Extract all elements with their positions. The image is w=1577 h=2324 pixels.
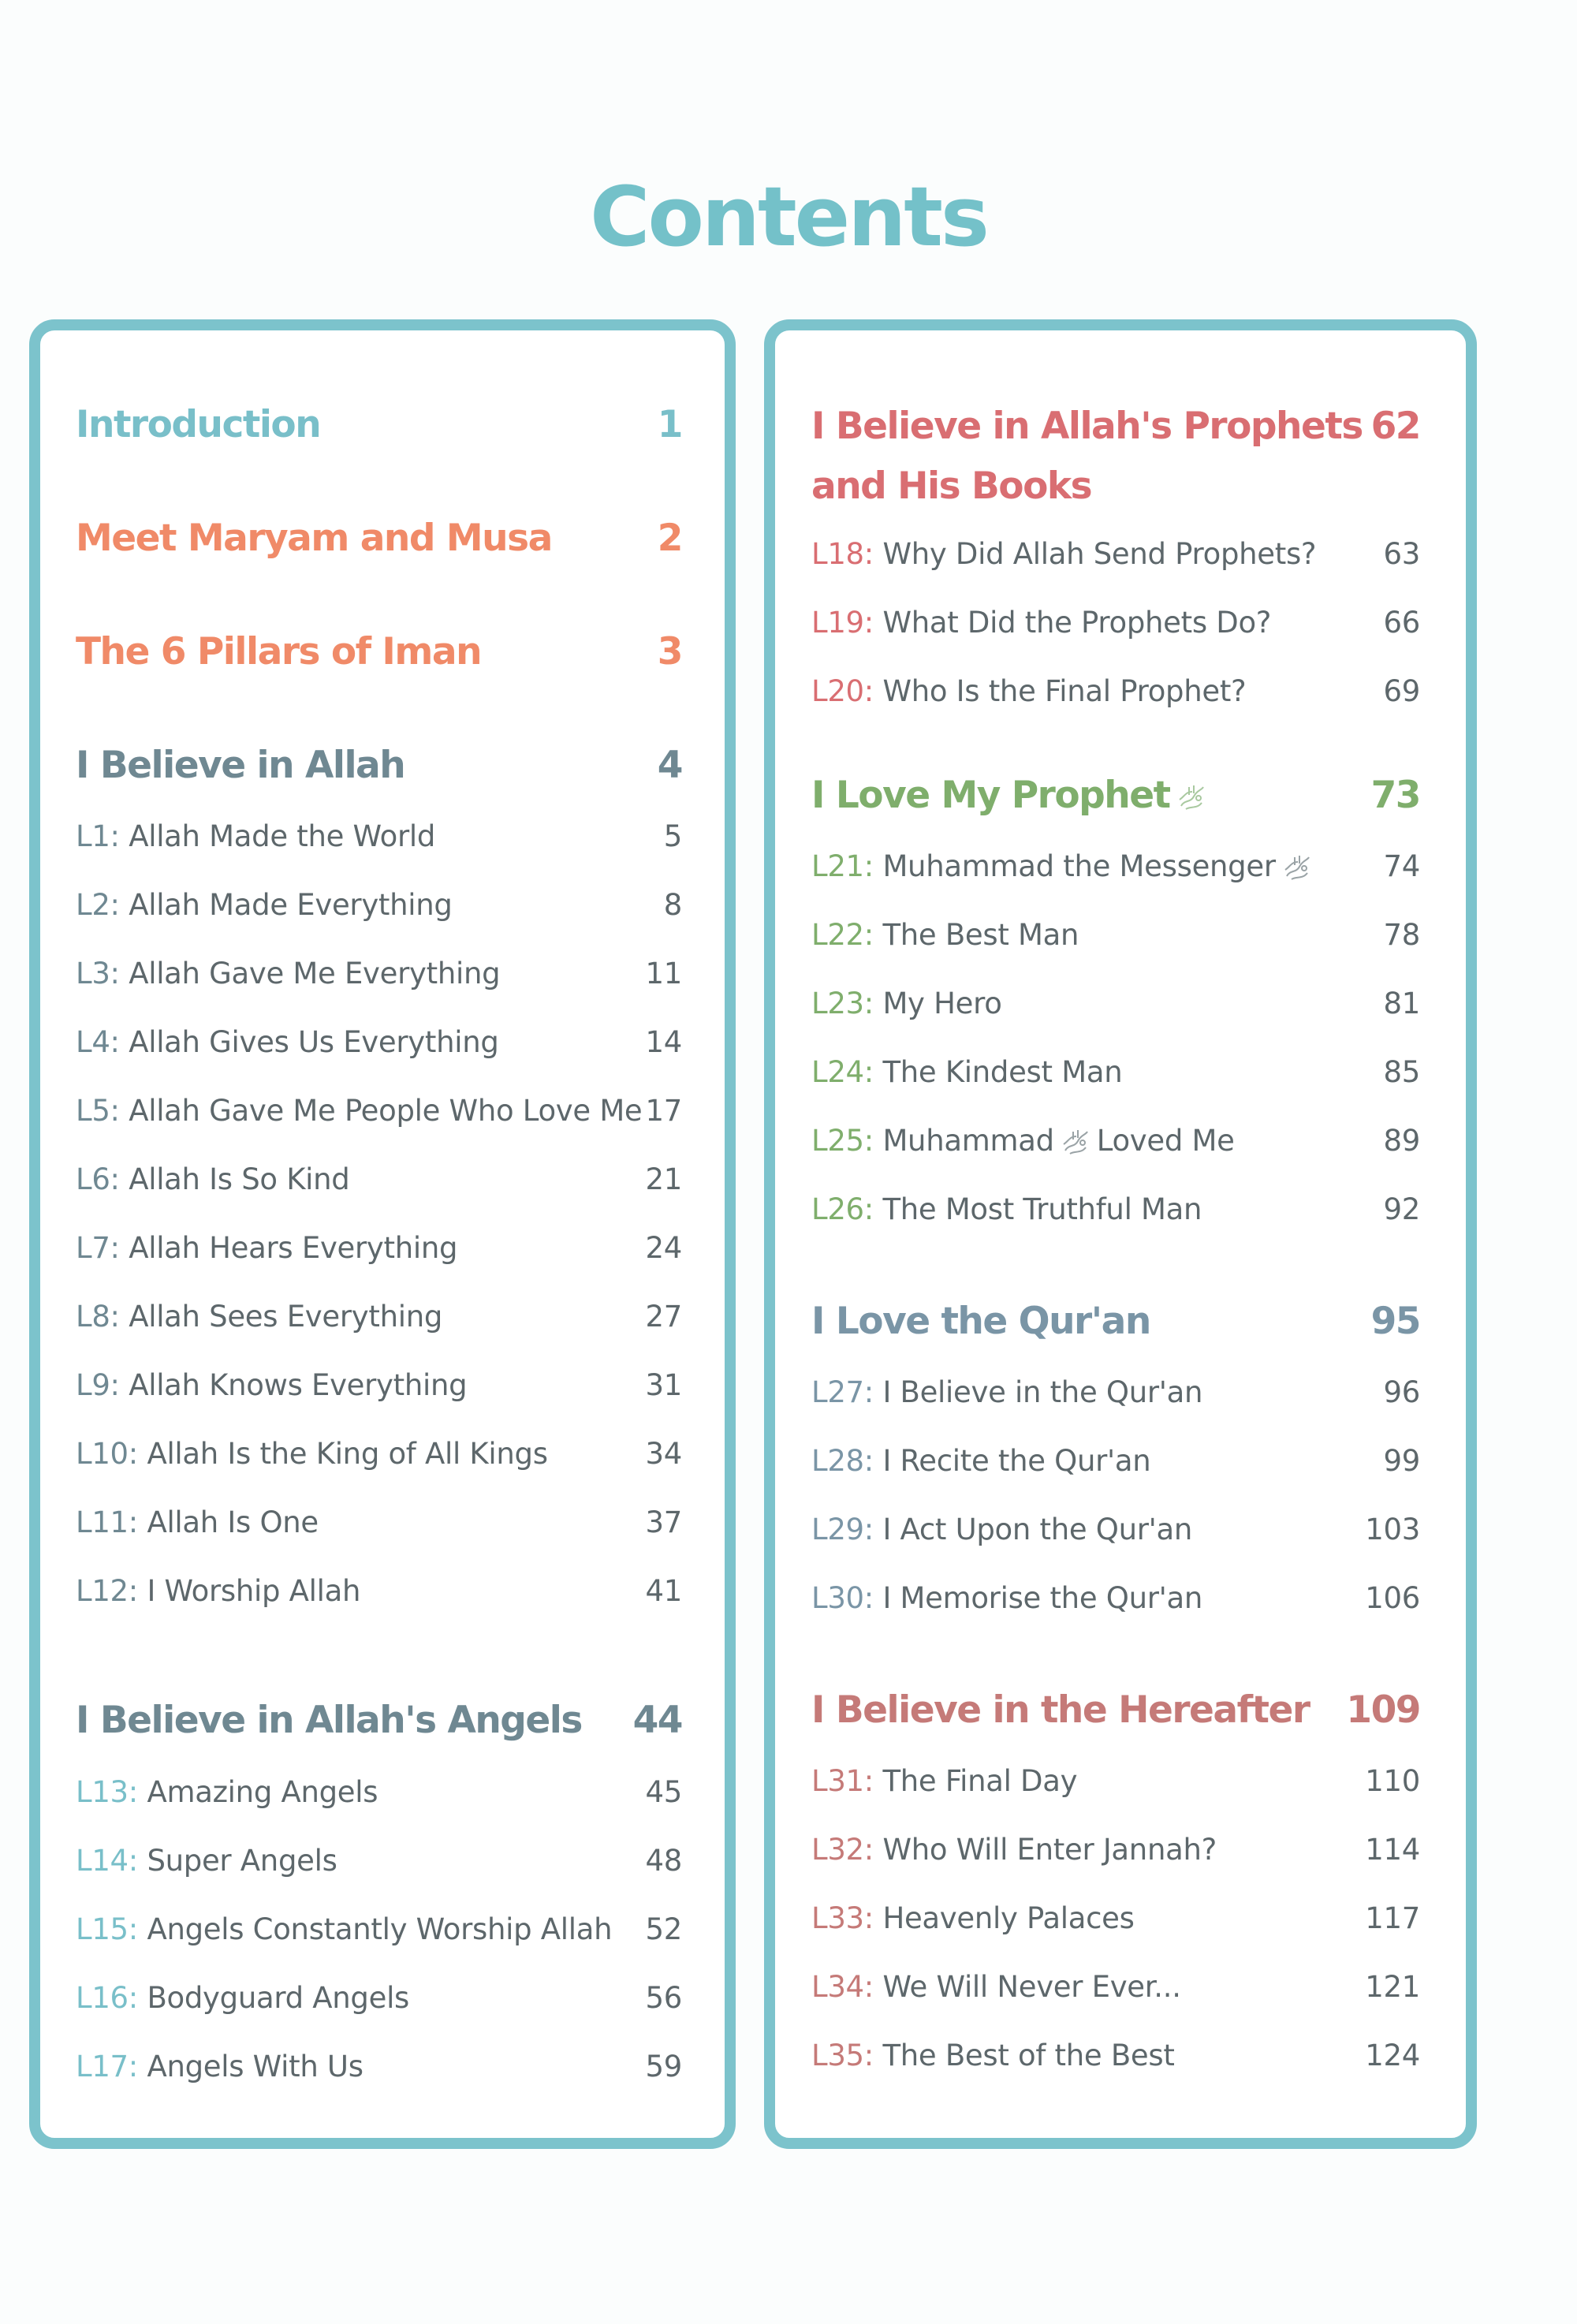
section-heading-believe-in-prophets[interactable] [775,397,1466,517]
lesson-title-part2: Loved Me [1096,1124,1235,1158]
lesson-page: 89 [1383,1124,1420,1158]
lesson-row[interactable] [775,1124,1466,1158]
lesson-page: 14 [645,1025,682,1059]
lesson-row[interactable] [40,957,725,990]
toc-entry-introduction[interactable] [40,403,725,446]
lesson-code: L24: [811,1055,874,1089]
lesson-code: L33: [811,1901,874,1935]
lesson-page: 24 [645,1231,682,1265]
lesson-title: What Did the Prophets Do? [882,606,1272,640]
lesson-code: L10: [76,1437,138,1471]
toc-entry-six-pillars[interactable] [40,630,725,673]
lesson-title: Who Will Enter Jannah? [882,1833,1217,1867]
lesson-page: 92 [1383,1192,1420,1226]
lesson-title: Allah Gives Us Everything [129,1025,499,1059]
section-title: I Believe in Allah's Angels [76,1699,582,1742]
lesson-code: L21: [811,849,874,883]
lesson-page: 31 [645,1368,682,1402]
lesson-page: 21 [645,1162,682,1196]
lesson-code: L12: [76,1574,138,1608]
entry-title: Introduction [76,403,321,446]
lesson-page: 85 [1383,1055,1420,1089]
lesson-row[interactable] [40,1844,725,1878]
section-title: I Believe in Allah's Prophets and His Books [811,405,1363,508]
lesson-title: The Kindest Man [882,1055,1123,1089]
lesson-row[interactable] [775,849,1466,884]
entry-page: 1 [657,403,682,446]
salawat-calligraphy-icon [1059,1127,1092,1158]
lesson-code: L26: [811,1192,874,1226]
lesson-code: L11: [76,1505,138,1539]
lesson-page: 45 [645,1775,682,1809]
section-page: 4 [657,744,682,787]
section-page: 109 [1346,1688,1420,1732]
lesson-title: Bodyguard Angels [147,1981,410,2015]
section-page: 73 [1370,774,1420,817]
entry-title: Meet Maryam and Musa [76,517,552,560]
lesson-row[interactable] [40,1231,725,1265]
lesson-page: 66 [1383,606,1420,640]
lesson-code: L4: [76,1025,120,1059]
lesson-title: Muhammad the Messenger [882,849,1276,883]
lesson-page: 106 [1365,1581,1420,1615]
lesson-page: 5 [663,819,682,853]
lesson-code: L31: [811,1764,874,1798]
lesson-title: Allah Gave Me Everything [129,957,501,990]
section-page: 95 [1370,1300,1420,1343]
lesson-title: The Most Truthful Man [882,1192,1202,1226]
lesson-row[interactable] [775,2039,1466,2072]
lesson-code: L22: [811,918,874,952]
lesson-title: The Best Man [882,918,1079,952]
lesson-title: Allah Made Everything [129,888,453,922]
lesson-page: 56 [645,1981,682,2015]
lesson-row[interactable] [775,1764,1466,1798]
lesson-code: L1: [76,819,120,853]
lesson-code: L9: [76,1368,120,1402]
lesson-page: 52 [645,1912,682,1946]
lesson-code: L8: [76,1300,120,1334]
lesson-row[interactable] [40,1574,725,1608]
lesson-page: 41 [645,1574,682,1608]
lesson-title: I Believe in the Qur'an [882,1375,1203,1409]
section-heading-believe-in-angels[interactable] [40,1699,725,1742]
lesson-code: L30: [811,1581,874,1615]
lesson-title: I Act Upon the Qur'an [882,1513,1193,1546]
lesson-page: 11 [645,957,682,990]
lesson-title: Angels With Us [147,2050,363,2083]
lesson-page: 96 [1383,1375,1420,1409]
contents-box-right [764,319,1477,2149]
lesson-row[interactable] [40,1094,725,1128]
lesson-row[interactable] [775,1901,1466,1935]
lesson-page: 78 [1383,918,1420,952]
lesson-row[interactable] [775,1444,1466,1478]
lesson-page: 74 [1383,849,1420,883]
lesson-title: I Recite the Qur'an [882,1444,1151,1478]
lesson-page: 117 [1365,1901,1420,1935]
lesson-row[interactable] [40,819,725,853]
lesson-row[interactable] [775,1970,1466,2004]
salawat-calligraphy-icon [1281,852,1314,884]
lesson-code: L2: [76,888,120,922]
lesson-page: 121 [1365,1970,1420,2004]
lesson-title: I Memorise the Qur'an [882,1581,1203,1615]
lesson-row[interactable] [40,1162,725,1196]
lesson-code: L29: [811,1513,874,1546]
lesson-page: 69 [1383,674,1420,708]
lesson-row[interactable] [40,2050,725,2083]
section-page: 44 [632,1699,682,1742]
lesson-page: 17 [645,1094,682,1128]
lesson-title: Heavenly Palaces [882,1901,1135,1935]
lesson-code: L35: [811,2039,874,2072]
lesson-title: Allah Made the World [129,819,436,853]
lesson-row[interactable] [40,888,725,922]
lesson-title: Allah Hears Everything [129,1231,458,1265]
salawat-calligraphy-icon [1175,782,1208,814]
entry-page: 2 [657,517,682,560]
section-title: I Love the Qur'an [811,1300,1150,1343]
lesson-title: My Hero [882,987,1002,1020]
section-heading-believe-in-hereafter[interactable] [775,1688,1466,1732]
lesson-code: L14: [76,1844,138,1878]
lesson-code: L18: [811,537,874,571]
lesson-row[interactable] [775,1192,1466,1226]
lesson-page: 63 [1383,537,1420,571]
lesson-page: 124 [1365,2039,1420,2072]
lesson-title: Allah Is the King of All Kings [147,1437,548,1471]
lesson-title: Allah Knows Everything [129,1368,468,1402]
lesson-row[interactable] [40,1775,725,1809]
entry-page: 3 [657,630,682,673]
lesson-code: L28: [811,1444,874,1478]
lesson-title-part1: Muhammad [882,1124,1054,1158]
lesson-title: The Best of the Best [882,2039,1175,2072]
lesson-page: 59 [645,2050,682,2083]
lesson-page: 110 [1365,1764,1420,1798]
contents-box-left [29,319,736,2149]
lesson-row[interactable] [775,1055,1466,1089]
lesson-page: 34 [645,1437,682,1471]
lesson-title: Allah Sees Everything [129,1300,443,1334]
lesson-row[interactable] [775,1833,1466,1867]
lesson-row[interactable] [40,1437,725,1471]
lesson-row[interactable] [775,1513,1466,1546]
lesson-code: L19: [811,606,874,640]
section-heading-love-the-quran[interactable] [775,1300,1466,1343]
lesson-title: We Will Never Ever... [882,1970,1181,2004]
lesson-code: L7: [76,1231,120,1265]
toc-entry-meet-maryam-and-musa[interactable] [40,517,725,560]
lesson-title: Allah Is So Kind [129,1162,350,1196]
lesson-row[interactable] [775,674,1466,708]
section-heading-love-my-prophet[interactable] [775,774,1466,817]
lesson-row[interactable] [40,1505,725,1539]
lesson-title: Amazing Angels [147,1775,378,1809]
lesson-page: 37 [645,1505,682,1539]
entry-title: The 6 Pillars of Iman [76,630,482,673]
lesson-title: Angels Constantly Worship Allah [147,1912,613,1946]
lesson-code: L3: [76,957,120,990]
lesson-code: L20: [811,674,874,708]
lesson-page: 99 [1383,1444,1420,1478]
lesson-code: L15: [76,1912,138,1946]
lesson-row[interactable] [775,606,1466,640]
lesson-title: Allah Is One [147,1505,319,1539]
lesson-page: 114 [1365,1833,1420,1867]
lesson-code: L5: [76,1094,120,1128]
lesson-row[interactable] [775,537,1466,571]
lesson-page: 8 [663,888,682,922]
lesson-title: Allah Gave Me People Who Love Me [129,1094,643,1128]
section-heading-believe-in-allah[interactable] [40,744,725,787]
section-title: I Believe in the Hereafter [811,1688,1310,1732]
lesson-row[interactable] [775,987,1466,1020]
lesson-page: 103 [1365,1513,1420,1546]
lesson-title: The Final Day [882,1764,1078,1798]
lesson-page: 48 [645,1844,682,1878]
section-title: I Love My Prophet [811,774,1213,817]
lesson-row[interactable] [775,1581,1466,1615]
lesson-row[interactable] [40,1368,725,1402]
lesson-code: L34: [811,1970,874,2004]
page-title: Contents [590,169,987,265]
lesson-row[interactable] [40,1025,725,1059]
lesson-code: L13: [76,1775,138,1809]
lesson-title: Super Angels [147,1844,337,1878]
lesson-code: L23: [811,987,874,1020]
lesson-row[interactable] [40,1912,725,1946]
lesson-code: L16: [76,1981,138,2015]
lesson-row[interactable] [775,1375,1466,1409]
lesson-row[interactable] [775,918,1466,952]
lesson-code: L17: [76,2050,138,2083]
lesson-title: Why Did Allah Send Prophets? [882,537,1317,571]
lesson-title: I Worship Allah [147,1574,361,1608]
lesson-code: L32: [811,1833,874,1867]
section-page: 62 [1370,405,1420,448]
lesson-title: Who Is the Final Prophet? [882,674,1247,708]
lesson-page: 27 [645,1300,682,1334]
lesson-page: 81 [1383,987,1420,1020]
lesson-row[interactable] [40,1981,725,2015]
lesson-code: L6: [76,1162,120,1196]
lesson-code: L25: [811,1124,874,1158]
lesson-row[interactable] [40,1300,725,1334]
lesson-code: L27: [811,1375,874,1409]
section-title: I Believe in Allah [76,744,405,787]
